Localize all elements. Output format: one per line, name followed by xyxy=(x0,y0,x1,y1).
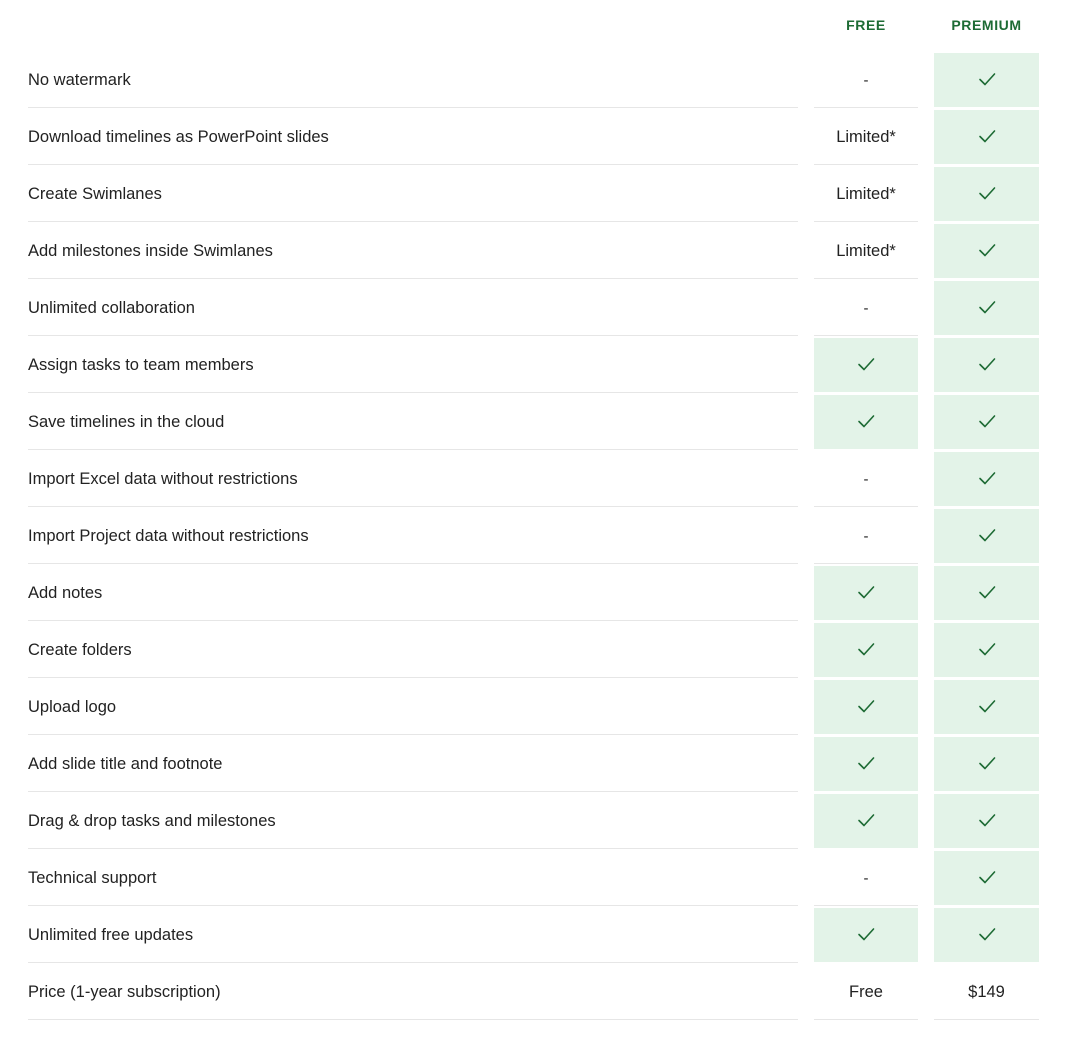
table-row xyxy=(0,565,1070,622)
comparison-header xyxy=(0,0,1070,52)
check-icon xyxy=(856,924,876,944)
free-plan-cell xyxy=(814,965,918,1020)
check-icon xyxy=(977,411,997,431)
table-row xyxy=(0,394,1070,451)
not-included-dash: - xyxy=(863,870,869,887)
table-row xyxy=(0,508,1070,565)
feature-label: Download timelines as PowerPoint slides xyxy=(28,110,798,165)
table-row xyxy=(0,622,1070,679)
check-icon xyxy=(856,696,876,716)
check-icon xyxy=(977,696,997,716)
premium-plan-cell xyxy=(934,851,1039,906)
free-plan-cell xyxy=(814,566,918,621)
free-plan-cell xyxy=(814,794,918,849)
premium-plan-cell xyxy=(934,794,1039,849)
not-included-dash: - xyxy=(863,72,869,89)
feature-label: Create folders xyxy=(28,623,798,678)
check-icon xyxy=(977,582,997,602)
feature-label: Technical support xyxy=(28,851,798,906)
premium-plan-cell xyxy=(934,110,1039,165)
feature-label: Import Project data without restrictions xyxy=(28,509,798,564)
premium-plan-cell xyxy=(934,167,1039,222)
free-plan-cell xyxy=(814,851,918,906)
premium-plan-cell xyxy=(934,680,1039,735)
check-icon xyxy=(977,867,997,887)
cell-value: $149 xyxy=(968,983,1005,1001)
table-row xyxy=(0,907,1070,964)
premium-plan-cell xyxy=(934,224,1039,279)
table-row xyxy=(0,679,1070,736)
feature-label: Upload logo xyxy=(28,680,798,735)
free-plan-cell xyxy=(814,680,918,735)
check-icon xyxy=(856,411,876,431)
check-icon xyxy=(856,753,876,773)
premium-plan-cell xyxy=(934,509,1039,564)
table-row xyxy=(0,280,1070,337)
cell-value: Limited* xyxy=(836,185,896,203)
feature-label: Add milestones inside Swimlanes xyxy=(28,224,798,279)
table-row xyxy=(0,52,1070,109)
feature-label: Save timelines in the cloud xyxy=(28,395,798,450)
table-row xyxy=(0,736,1070,793)
feature-label: Add notes xyxy=(28,566,798,621)
premium-plan-cell xyxy=(934,737,1039,792)
feature-label: Price (1-year subscription) xyxy=(28,965,798,1020)
table-row xyxy=(0,109,1070,166)
cell-value: Limited* xyxy=(836,128,896,146)
free-plan-cell xyxy=(814,737,918,792)
feature-label: Drag & drop tasks and milestones xyxy=(28,794,798,849)
table-row xyxy=(0,166,1070,223)
check-icon xyxy=(977,183,997,203)
check-icon xyxy=(977,354,997,374)
free-plan-cell xyxy=(814,281,918,336)
free-plan-cell xyxy=(814,509,918,564)
check-icon xyxy=(977,297,997,317)
check-icon xyxy=(977,525,997,545)
feature-label: Add slide title and footnote xyxy=(28,737,798,792)
table-row xyxy=(0,850,1070,907)
check-icon xyxy=(856,639,876,659)
premium-plan-cell xyxy=(934,338,1039,393)
check-icon xyxy=(977,240,997,260)
free-plan-cell xyxy=(814,224,918,279)
feature-label: No watermark xyxy=(28,53,798,108)
feature-label: Import Excel data without restrictions xyxy=(28,452,798,507)
premium-plan-cell xyxy=(934,395,1039,450)
feature-label: Unlimited free updates xyxy=(28,908,798,963)
free-plan-cell xyxy=(814,623,918,678)
table-row xyxy=(0,793,1070,850)
premium-plan-cell xyxy=(934,623,1039,678)
premium-plan-cell xyxy=(934,908,1039,963)
check-icon xyxy=(977,69,997,89)
cell-value: Free xyxy=(849,983,883,1001)
table-row xyxy=(0,964,1070,1021)
free-plan-cell xyxy=(814,338,918,393)
premium-plan-cell xyxy=(934,965,1039,1020)
not-included-dash: - xyxy=(863,471,869,488)
check-icon xyxy=(977,810,997,830)
feature-label: Unlimited collaboration xyxy=(28,281,798,336)
check-icon xyxy=(977,753,997,773)
table-row xyxy=(0,337,1070,394)
check-icon xyxy=(856,810,876,830)
free-plan-cell xyxy=(814,53,918,108)
check-icon xyxy=(977,126,997,146)
free-plan-cell xyxy=(814,110,918,165)
premium-plan-cell xyxy=(934,452,1039,507)
feature-label: Create Swimlanes xyxy=(28,167,798,222)
feature-label: Assign tasks to team members xyxy=(28,338,798,393)
check-icon xyxy=(856,354,876,374)
not-included-dash: - xyxy=(863,528,869,545)
free-plan-cell xyxy=(814,167,918,222)
table-row xyxy=(0,451,1070,508)
check-icon xyxy=(977,468,997,488)
table-row xyxy=(0,223,1070,280)
column-header-premium: PREMIUM xyxy=(951,17,1022,33)
check-icon xyxy=(977,639,997,659)
column-header-free: FREE xyxy=(846,17,886,33)
feature-comparison-table xyxy=(0,52,1070,1021)
free-plan-cell xyxy=(814,452,918,507)
free-plan-cell xyxy=(814,908,918,963)
not-included-dash: - xyxy=(863,300,869,317)
premium-plan-cell xyxy=(934,281,1039,336)
check-icon xyxy=(856,582,876,602)
premium-plan-cell xyxy=(934,566,1039,621)
cell-value: Limited* xyxy=(836,242,896,260)
free-plan-cell xyxy=(814,395,918,450)
premium-plan-cell xyxy=(934,53,1039,108)
check-icon xyxy=(977,924,997,944)
